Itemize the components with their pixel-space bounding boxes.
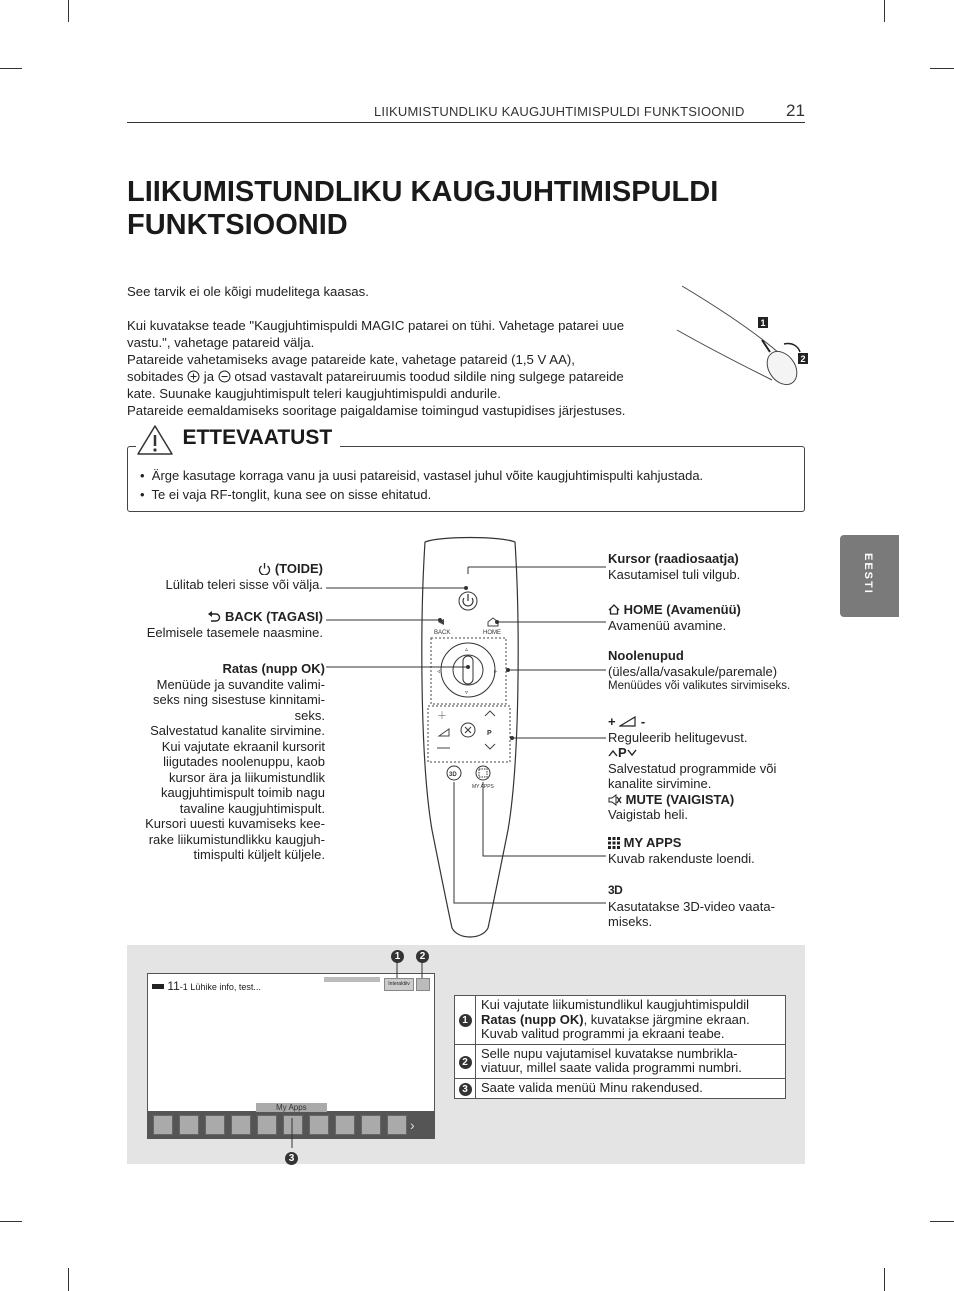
threed-label-desc: Kasutatakse 3D-video vaata- [608,898,775,914]
callout-1-number: 1 [391,950,404,963]
callout-3-number: 3 [285,1152,298,1165]
program-label-desc: Salvestatud programmide või [608,760,777,776]
home-label-desc: Avamenüü avamine. [608,617,727,633]
cursor-label-title: Kursor (raadiosaatja) [608,551,739,566]
home-icon [608,604,620,615]
caution-header [136,423,340,457]
up-arrow-icon: ▵ [465,647,469,653]
program-label-desc: kanalite sirvimine. [608,776,712,791]
arrows-label-line: Menüüdes või valikutes sirvimiseks. [608,680,791,692]
row-number: 2 [459,1056,472,1069]
wheel-label-line: Kui vajutate ekraanil kursorit [161,738,325,754]
app-icon[interactable] [257,1115,277,1135]
volume-wedge-icon [619,716,637,727]
threed-label-desc: miseks. [608,914,653,929]
intro-line: Patareide vahetamiseks avage patareide kate, vahetage patareid (1,5 V AA), [127,352,575,367]
power-label [120,561,323,592]
intro-line: kate. Suunake kaugjuhtimispult teleri kaugjuhtimispuldi andurile. [127,386,501,401]
remote-back-label: BACK [434,630,451,636]
intro-text [127,283,687,419]
crop-mark [884,0,885,22]
chevron-right-icon[interactable]: › [410,1117,415,1133]
channel-info: -1 Lühike info, test... [179,982,261,992]
table-row [455,996,786,1045]
back-icon [207,610,221,622]
crop-mark [68,0,69,22]
remote-p-label: P [487,730,492,737]
home-label [608,602,818,633]
intro-line: Patareide eemaldamiseks sooritage paigaldamise toimingud vastupidises järjestuses. [127,403,626,418]
table-cell-text [476,996,786,1045]
app-icon[interactable] [205,1115,225,1135]
crop-mark [930,1221,954,1222]
channel-number: 11 [167,979,180,993]
down-arrow-icon: ▿ [465,690,469,696]
table-cell-num [455,1078,476,1098]
wheel-label-line: kursor ära ja liikumistundlik [168,769,325,785]
app-icon[interactable] [153,1115,173,1135]
vol-plus-icon: ＋ [437,711,447,722]
caution-item-text: Te ei vaja RF-tonglit, kuna see on sisse ehitatud. [151,487,432,502]
intro-text-part: otsad vastavalt patareiruumis toodud sildile ning sulgege patareide [234,369,624,384]
program-label-p: P [618,745,627,760]
left-arrow-icon: ◃ [437,669,441,675]
row-text-part: Kui vajutate liikumistundlikul kaugjuhtimispuldil [481,997,750,1012]
language-tab-label: EESTI [862,553,874,595]
vol-plus-text: + [608,714,616,729]
table-cell-num [455,996,476,1045]
app-icon[interactable] [231,1115,251,1135]
battery-marker-1: 1 [760,318,766,328]
mute-label-title: MUTE (VAIGISTA) [625,791,735,807]
callout-2-number: 2 [416,950,429,963]
vol-minus-text: - [640,714,646,729]
crop-mark [884,1268,885,1291]
myapps-grid-icon [608,837,620,849]
wheel-label-line: kaugjuhtimispult toimib nagu [160,785,325,800]
intro-line: Kui kuvatakse teade "Kaugjuhtimispuldi MAGIC patarei on tühi. Vahetage patarei uue [127,318,625,333]
caution-item-text: Ärge kasutage korraga vanu ja uusi patareisid, vastasel juhul võite kaugjuhtimispulti kahjustada. [151,468,704,483]
crop-mark [68,1268,69,1291]
caution-item: • Te ei vaja RF-tonglit, kuna see on sisse ehitatud. [140,487,432,502]
volume-label [608,714,818,823]
table-row [455,1078,786,1098]
row-text-bold: Ratas (nupp OK) [481,1011,584,1027]
running-title: LIIKUMISTUNDLIKU KAUGJUHTIMISPULDI FUNKTSIOONID [374,104,745,119]
remote-myapps-label: MY APPS [472,784,494,790]
intro-line-polarity [127,368,687,385]
wheel-label-line: rake liikumistundlikku kaugjuh- [148,831,325,847]
caution-title: ETTEVAATUST [178,426,336,449]
chevron-up-icon [608,749,618,757]
wheel-label-line: tavaline kaugjuhtimispult. [179,800,325,816]
callout-table [454,995,786,1099]
power-icon [258,562,271,575]
crop-mark [0,1221,22,1222]
channel-info-bar [152,979,261,993]
intro-line: vastu.", vahetage patareid välja. [127,335,315,350]
channel-indicator-icon [152,984,164,989]
wheel-label-line: Menüüde ja suvandite valimi- [156,676,325,692]
interactive-button[interactable]: Interaktiiv [384,978,414,991]
myapps-label-title: MY APPS [623,835,682,850]
table-cell-text: Selle nupu vajutamisel kuvatakse numbrikla- viatuur, millel saate valida programmi numbri. [476,1044,786,1078]
page-number: 21 [786,101,805,120]
callout-lines [280,958,440,1153]
wheel-label-line: seks. [294,707,325,723]
back-label-title: BACK (TAGASI) [225,609,323,624]
intro-p1: See tarvik ei ole kõigi mudelitega kaasas. [127,284,369,299]
minus-circle-icon [218,370,231,383]
arrows-label-title: Noolenupud [608,648,684,663]
page-title-line1: LIIKUMISTUNDLIKU KAUGJUHTIMISPULDI [127,176,719,208]
threed-icon: 3D [608,883,623,897]
threed-label [608,882,818,930]
crop-mark [0,68,22,69]
arrows-label-line: (üles/alla/vasakule/paremale) [608,663,778,679]
myapps-button [476,766,490,780]
back-label-desc: Eelmisele tasemele naasmine. [146,624,323,640]
power-label-desc: Lülitab teleri sisse või välja. [165,576,323,592]
table-row [455,1044,786,1078]
table-cell-num [455,1044,476,1078]
search-icon[interactable] [179,1115,199,1135]
row-text-part: , kuvatakse järgmine ekraan. Kuvab valitud programmi ja ekraani teabe. [481,1011,750,1041]
warning-triangle-icon [136,423,174,457]
back-label [100,609,323,640]
myapps-label-desc: Kuvab rakenduste loendi. [608,850,755,866]
cursor-label-desc: Kasutamisel tuli vilgub. [608,566,741,582]
power-label-title: (TOIDE) [274,561,323,576]
row-number: 3 [459,1083,472,1096]
caution-item: • Ärge kasutage korraga vanu ja uusi patareisid, vastasel juhul võite kaugjuhtimispulti kahjustada. [140,468,704,483]
page-title [127,176,718,242]
mute-icon [608,794,622,806]
mute-label-desc: Vaigistab heli. [608,807,688,822]
right-arrow-icon: ▹ [494,669,498,675]
chevron-down-icon [627,749,637,757]
crop-mark [930,68,954,69]
caution-list [140,466,790,504]
wheel-label-line: Salvestatud kanalite sirvimine. [150,723,325,738]
table-cell-text: Saate valida menüü Minu rakendused. [476,1078,786,1098]
remote-home-label: HOME [483,630,501,636]
arrows-label [608,648,828,695]
remote-3d-label: 3D [449,772,457,778]
intro-text-part: ja [203,369,215,384]
page-title-line2: FUNKTSIOONID [127,209,348,241]
header-rule [127,122,805,123]
battery-marker-2: 2 [800,354,806,364]
plus-circle-icon [187,370,200,383]
cursor-label [608,551,818,582]
wheel-label-line: liigutades noolenuppu, kaob [163,754,325,769]
battery-cover-illustration [672,280,812,390]
volume-label-desc: Reguleerib helitugevust. [608,729,748,745]
wheel-label-title: Ratas (nupp OK) [222,661,325,676]
myapps-bar-title: My Apps [256,1103,327,1112]
myapps-label [608,835,818,866]
intro-text-part: sobitades [127,369,184,384]
home-label-title: HOME (Avamenüü) [623,602,741,617]
wheel-label-line: Kursori uuesti kuvamiseks kee- [145,816,325,831]
row-number: 1 [459,1014,472,1027]
wheel-label-line: seks ning sisestuse kinnitami- [153,692,325,707]
wheel-label-line: timispulti küljelt küljele. [193,847,325,862]
wheel-label [100,661,325,863]
